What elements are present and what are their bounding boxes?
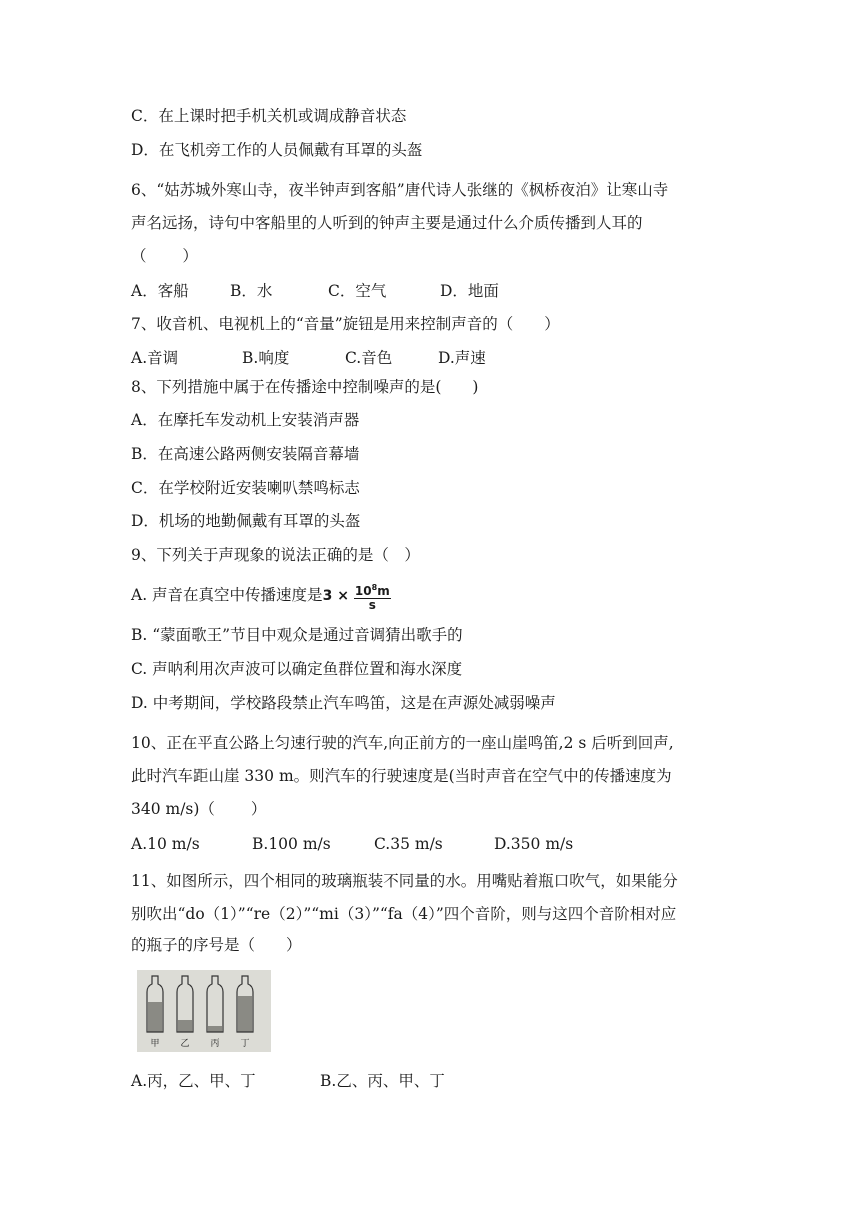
q11-option-a: A.丙，乙、甲、丁 bbox=[131, 1072, 256, 1090]
q9-option-d: D. 中考期间，学校路段禁止汽车鸣笛，这是在声源处减弱噪声 bbox=[131, 694, 556, 712]
q10-option-b: B.100 m/s bbox=[252, 835, 331, 853]
line-c-option: C．在上课时把手机关机或调成静音状态 bbox=[131, 107, 407, 125]
bottle-water bbox=[208, 1026, 222, 1032]
fraction-numerator bbox=[354, 581, 391, 599]
q6-stem-2: 声名远扬，诗句中客船里的人听到的钟声主要是通过什么介质传播到人耳的 bbox=[131, 214, 643, 232]
q9-option-a-text: A. 声音在真空中传播速度是 bbox=[131, 586, 323, 604]
unit-meter: m bbox=[377, 583, 390, 598]
q8-option-c: C．在学校附近安装喇叭禁鸣标志 bbox=[131, 479, 360, 497]
q6-option-d: D．地面 bbox=[440, 282, 499, 300]
q10-option-d: D.350 m/s bbox=[494, 835, 574, 853]
bottle-3 bbox=[207, 976, 223, 1049]
q8-option-a: A．在摩托车发动机上安装消声器 bbox=[131, 411, 360, 429]
bottle-1 bbox=[147, 976, 163, 1049]
bottle-water bbox=[238, 996, 252, 1032]
q10-stem-3: 340 m/s)（ ） bbox=[131, 800, 267, 818]
q9-stem: 9、下列关于声现象的说法正确的是（ ） bbox=[131, 546, 420, 564]
bottle-water bbox=[148, 1002, 162, 1032]
q11-stem-1: 11、如图所示，四个相同的玻璃瓶装不同量的水。用嘴贴着瓶口吹气，如果能分 bbox=[131, 872, 678, 890]
fraction-denominator: s bbox=[368, 597, 376, 612]
speed-fraction bbox=[354, 581, 391, 612]
bottle-label: 乙 bbox=[180, 1039, 190, 1049]
bottle-label: 丙 bbox=[210, 1039, 220, 1049]
q7-stem: 7、收音机、电视机上的“音量”旋钮是用来控制声音的（ ） bbox=[131, 315, 560, 333]
bottle-label: 甲 bbox=[150, 1039, 160, 1049]
q7-option-c: C.音色 bbox=[345, 349, 393, 367]
q8-option-d: D．机场的地勤佩戴有耳罩的头盔 bbox=[131, 512, 361, 530]
q9-option-b: B. “蒙面歌王”节目中观众是通过音调猜出歌手的 bbox=[131, 626, 463, 644]
q6-option-b: B．水 bbox=[230, 282, 273, 300]
q8-option-b: B．在高速公路两侧安装隔音幕墙 bbox=[131, 445, 360, 463]
line-d-option: D．在飞机旁工作的人员佩戴有耳罩的头盔 bbox=[131, 141, 423, 159]
bottle-label: 丁 bbox=[240, 1039, 250, 1049]
speed-coefficient: 3 bbox=[322, 588, 333, 604]
q7-option-a: A.音调 bbox=[131, 349, 179, 367]
bottle-2 bbox=[177, 976, 193, 1049]
times-sign: × bbox=[337, 588, 349, 604]
power-base: 10 bbox=[354, 583, 372, 598]
q9-option-a bbox=[131, 580, 391, 612]
q6-stem-1: 6、“姑苏城外寒山寺，夜半钟声到客船”唐代诗人张继的《枫桥夜泊》让寒山寺 bbox=[131, 181, 669, 199]
bottle-outline bbox=[207, 976, 223, 1032]
q7-option-d: D.声速 bbox=[438, 349, 486, 367]
q10-option-a: A.10 m/s bbox=[131, 835, 200, 853]
q9-option-c: C. 声呐利用次声波可以确定鱼群位置和海水深度 bbox=[131, 660, 463, 678]
q11-stem-2: 别吹出“do（1）”“re（2）”“mi（3）”“fa（4）”四个音阶，则与这四个音阶相对应 bbox=[131, 905, 677, 923]
q10-option-c: C.35 m/s bbox=[374, 835, 443, 853]
q10-stem-2: 此时汽车距山崖 330 m。则汽车的行驶速度是(当时声音在空气中的传播速度为 bbox=[131, 767, 672, 785]
q11-option-b: B.乙、丙、甲、丁 bbox=[320, 1072, 445, 1090]
q10-stem-1: 10、正在平直公路上匀速行驶的汽车,向正前方的一座山崖鸣笛,2 s 后听到回声, bbox=[131, 734, 674, 752]
q8-stem: 8、下列措施中属于在传播途中控制噪声的是( ) bbox=[131, 378, 479, 396]
bottles-illustration bbox=[137, 970, 271, 1052]
q11-stem-3: 的瓶子的序号是（ ） bbox=[131, 936, 302, 954]
q6-option-a: A．客船 bbox=[131, 282, 189, 300]
power-exponent: 8 bbox=[371, 582, 378, 592]
q6-paren: （ ） bbox=[131, 247, 198, 265]
q7-option-b: B.响度 bbox=[242, 349, 290, 367]
bottle-water bbox=[178, 1020, 192, 1032]
bottle-4 bbox=[237, 976, 253, 1049]
bottles-figure bbox=[137, 970, 271, 1052]
q6-option-c: C．空气 bbox=[328, 282, 387, 300]
